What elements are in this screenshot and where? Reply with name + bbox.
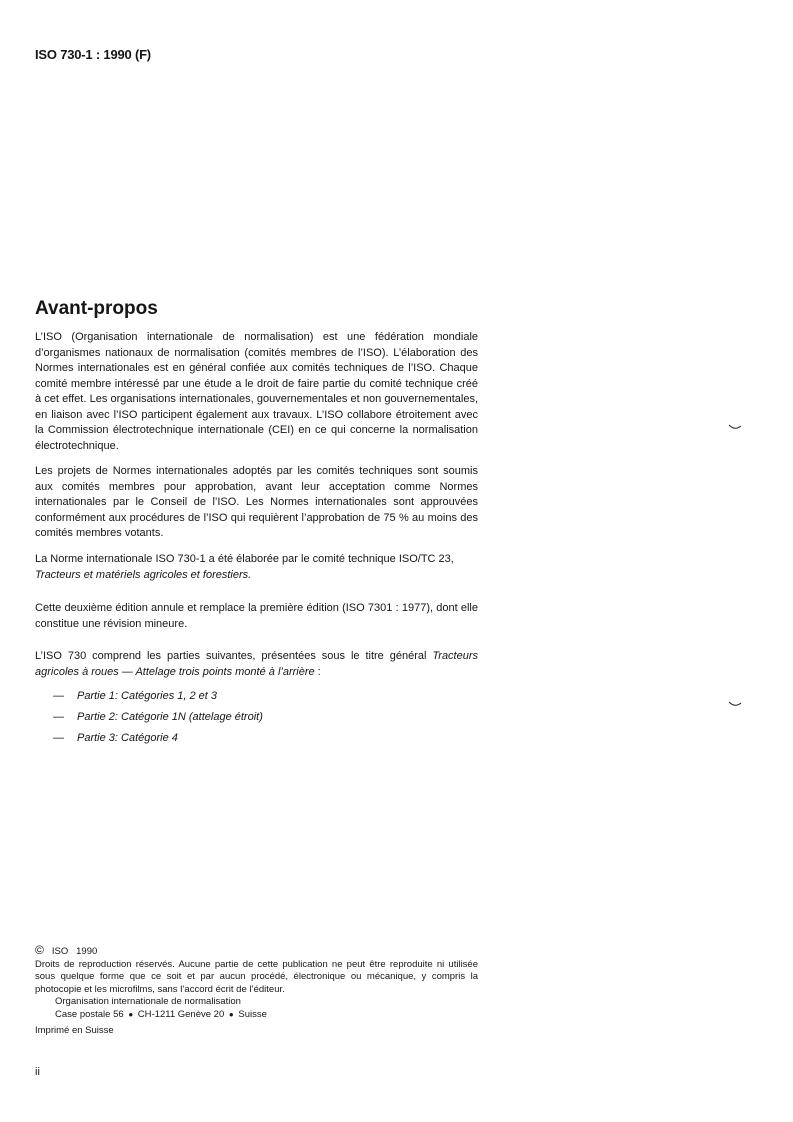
address-line-1: Case postale 56	[55, 1008, 124, 1020]
bullet-icon: ●	[228, 1009, 234, 1019]
org-name: Organisation internationale de normalisation	[55, 996, 241, 1007]
part-label: Partie 1: Catégories 1, 2 et 3	[77, 690, 218, 702]
address-line-3: Suisse	[238, 1008, 267, 1020]
change-mark-icon	[728, 701, 742, 707]
list-item	[53, 689, 263, 710]
printed-in: Imprimé en Suisse	[35, 1025, 114, 1036]
dash: —	[53, 732, 64, 744]
copyright-icon: ©	[35, 943, 44, 957]
dash: —	[53, 690, 64, 702]
foreword-paragraph-3	[35, 552, 478, 583]
page-number: ii	[35, 1066, 40, 1078]
rights-notice: Droits de reproduction réservés. Aucune partie de cette publication ne peut être reproduite ni utilisée sous quelque forme que ce soit et par aucun procédé, électronique ou mécanique, y compris la photocopie et les microfilms, sans l’accord écrit de l’éditeur.	[35, 958, 478, 995]
foreword-paragraph-5	[35, 649, 478, 680]
colon: :	[314, 665, 321, 678]
paragraph-3-text: La Norme internationale ISO 730-1 a été élaborée par le comité technique ISO/TC 23,	[35, 553, 454, 565]
list-item	[53, 731, 263, 752]
change-mark-icon	[728, 424, 742, 430]
copyright-block	[35, 944, 478, 1038]
parts-list	[53, 689, 263, 752]
foreword-paragraph-4: Cette deuxième édition annule et remplace la première édition (ISO 7301 : 1977), dont elle constitue une révision mineure.	[35, 602, 478, 630]
address-line-2: CH-1211 Genève 20	[137, 1008, 225, 1020]
foreword-paragraph-2: Les projets de Normes internationales adoptés par les comités techniques sont soumis aux comités membres pour approbation, avant leur acceptation comme Normes internationales par le Conseil de l’ISO. Les Normes internationales sont approuvées conformément aux procédures de l’ISO qui requièrent l’approbation de 75 % au moins des comités membres votants.	[35, 465, 478, 539]
paragraph-5-text: L’ISO 730 comprend les parties suivantes, présentées sous le titre général	[35, 650, 427, 662]
list-item	[53, 710, 263, 731]
general-title: Tracteurs agricoles à roues — Attelage trois points monté à l’arrière	[35, 650, 479, 678]
bullet-icon: ●	[128, 1009, 134, 1019]
copyright-line	[35, 944, 478, 959]
dash: —	[53, 711, 64, 723]
page-title: Avant-propos	[35, 298, 158, 319]
document-header: ISO 730-1 : 1990 (F)	[35, 47, 151, 62]
foreword-paragraph-1: L’ISO (Organisation internationale de normalisation) est une fédération mondiale d’organismes nationaux de normalisation (comités membres de l’ISO). L’élaboration des Normes internationales est en général confiée aux comités techniques de l’ISO. Chaque comité membre intéressé par une étude a le droit de faire partie du comité technique créé à cet effet. Les organisations internationales, gouvernementales et non gouvernementales, en liaison avec l’ISO participent également aux travaux. L’ISO collabore étroitement avec la Commission électrotechnique internationale (CEI) en ce qui concerne la normalisation électrotechnique.	[35, 331, 478, 452]
copyright-text: ISO 1990	[51, 946, 98, 957]
committee-title: Tracteurs et matériels agricoles et forestiers.	[35, 568, 252, 581]
org-address	[55, 1009, 478, 1022]
part-label: Partie 2: Catégorie 1N (attelage étroit)	[77, 711, 263, 723]
part-label: Partie 3: Catégorie 4	[77, 732, 178, 744]
